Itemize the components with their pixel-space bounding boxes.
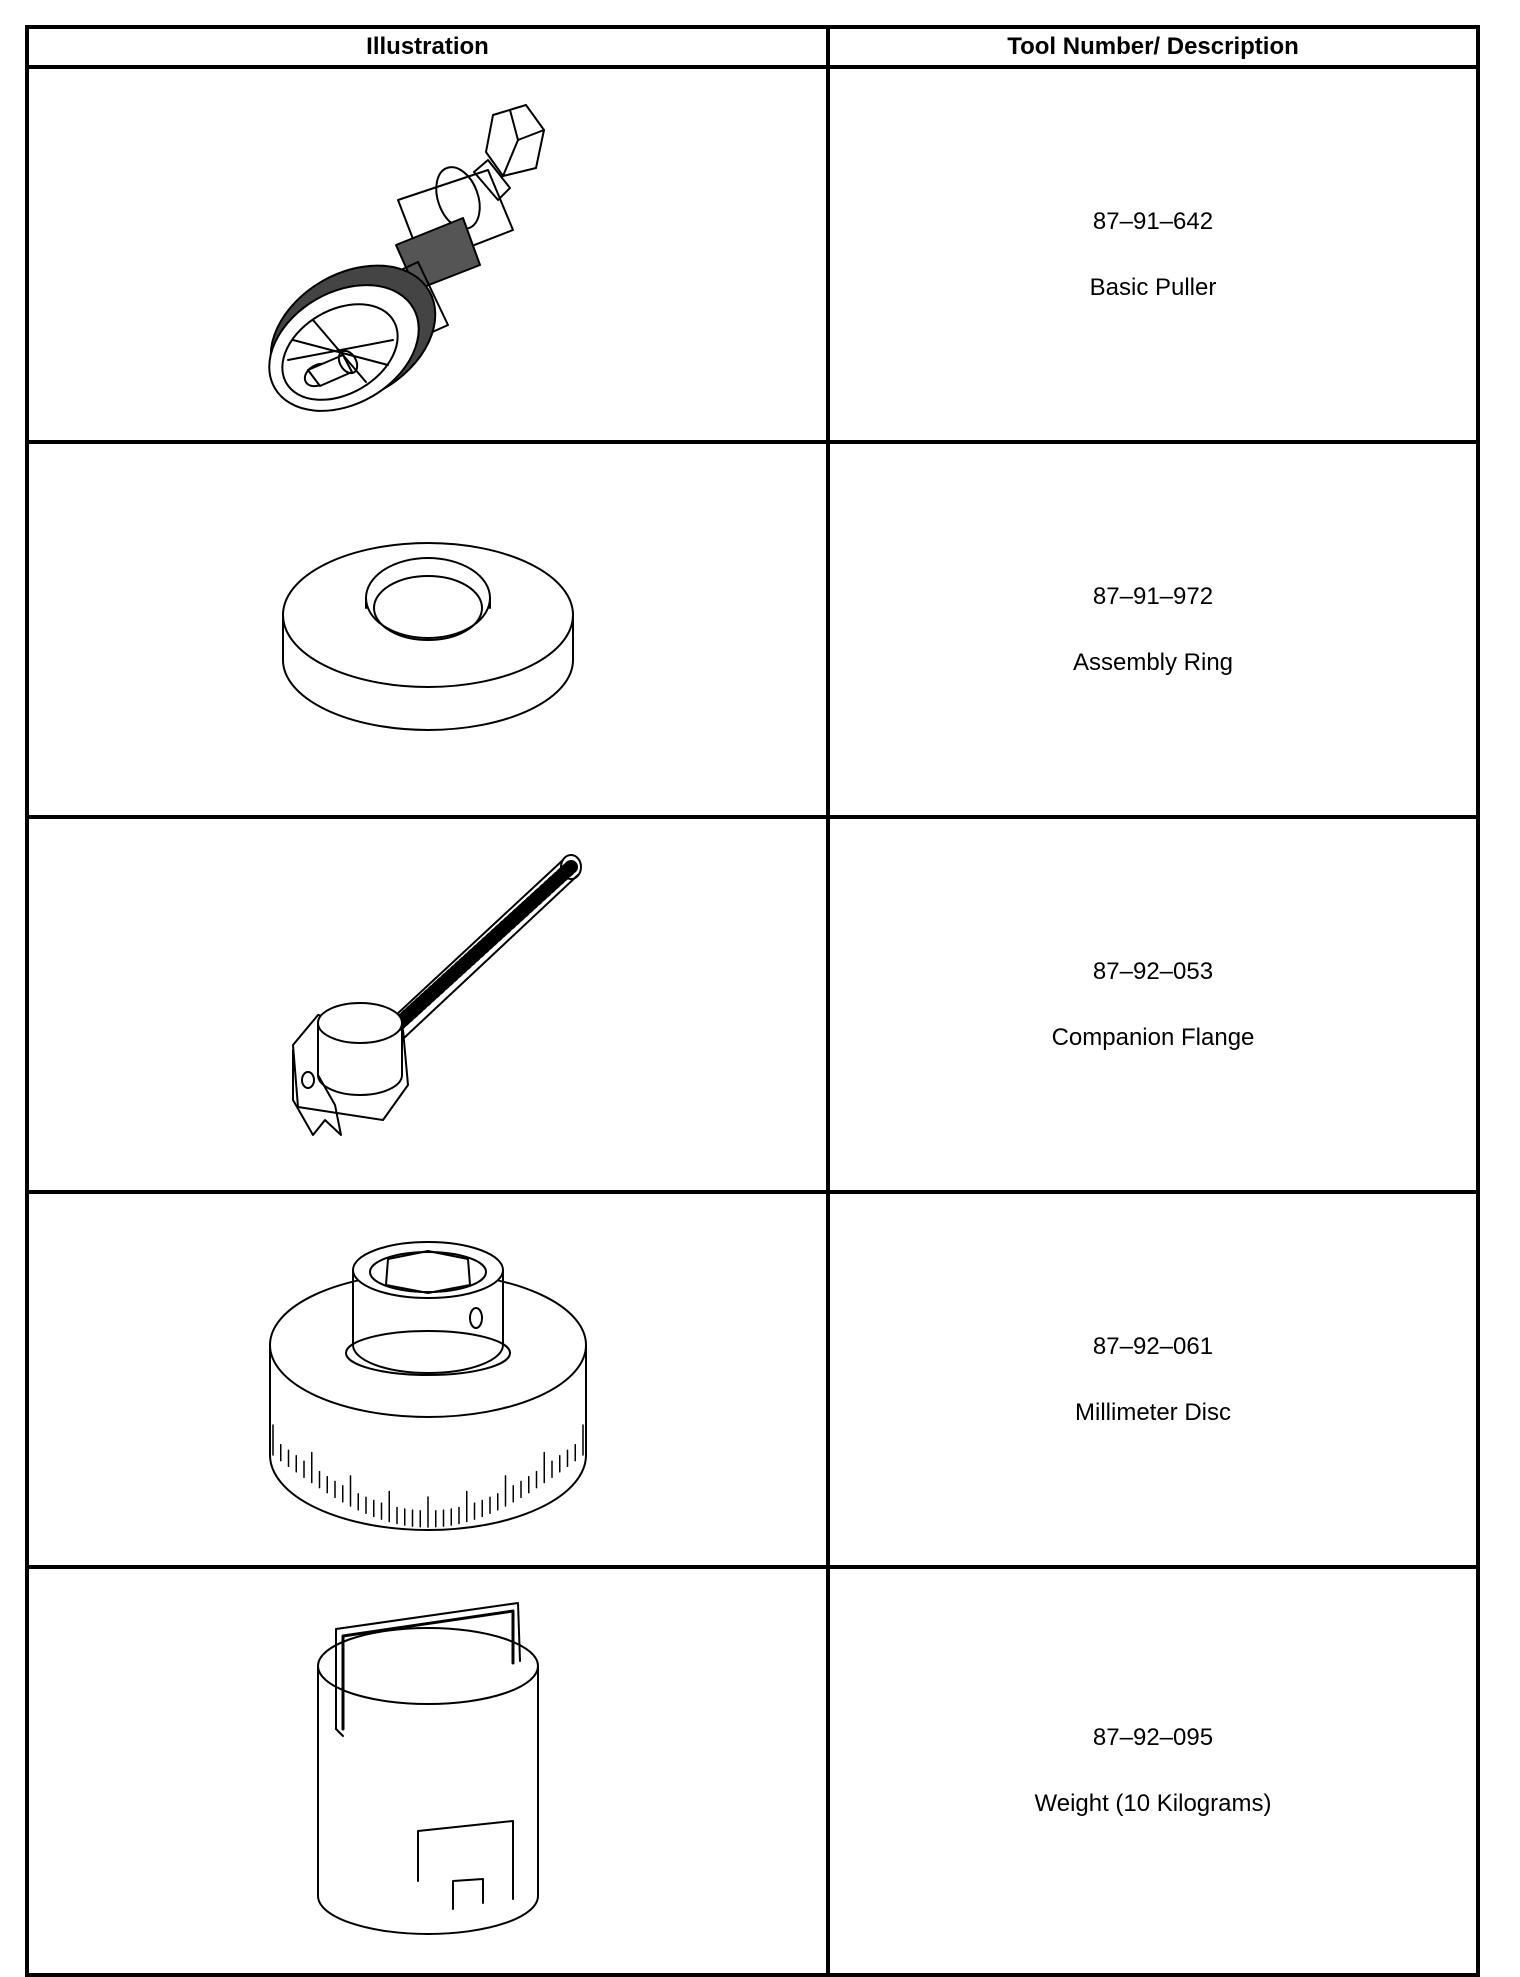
- table-row: [27, 67, 1478, 442]
- tool-number: 87–91–642: [1092, 207, 1214, 235]
- header-tool-number-description: Tool Number/ Description: [828, 27, 1478, 67]
- illustration-cell: [27, 817, 828, 1192]
- description-cell: [828, 817, 1478, 1192]
- tool-number: 87–91–972: [1092, 582, 1214, 610]
- companion-flange-icon: [263, 835, 593, 1175]
- tool-number: 87–92–061: [1092, 1332, 1214, 1360]
- table-row: [27, 1192, 1478, 1567]
- tool-number: 87–92–095: [1092, 1724, 1214, 1751]
- table-row: [27, 442, 1478, 817]
- illustration-cell: [27, 67, 828, 442]
- table-row: [27, 817, 1478, 1192]
- description-cell: [828, 442, 1478, 817]
- description-cell: [828, 67, 1478, 442]
- basic-puller-icon: [248, 90, 608, 420]
- tool-number: 87–92–053: [1092, 957, 1214, 985]
- tool-description: Basic Puller: [1089, 273, 1217, 301]
- header-illustration: Illustration: [27, 27, 828, 67]
- millimeter-disc-icon: [258, 1215, 598, 1545]
- description-cell: [828, 1567, 1478, 1975]
- special-tools-table: [25, 25, 1480, 1977]
- tool-description: Companion Flange: [1051, 1023, 1255, 1051]
- tool-description: Weight (10 Kilograms): [1034, 1790, 1272, 1817]
- assembly-ring-icon: [268, 500, 588, 760]
- illustration-cell: [27, 442, 828, 817]
- scale-ticks: [273, 1425, 583, 1527]
- tool-description: Millimeter Disc: [1075, 1398, 1231, 1426]
- tool-description: Assembly Ring: [1072, 648, 1234, 676]
- table-header-row: [27, 27, 1478, 67]
- illustration-cell: [27, 1192, 828, 1567]
- description-cell: [828, 1192, 1478, 1567]
- illustration-cell: [27, 1567, 828, 1975]
- weight-icon: [298, 1591, 558, 1951]
- table-row: [27, 1567, 1478, 1975]
